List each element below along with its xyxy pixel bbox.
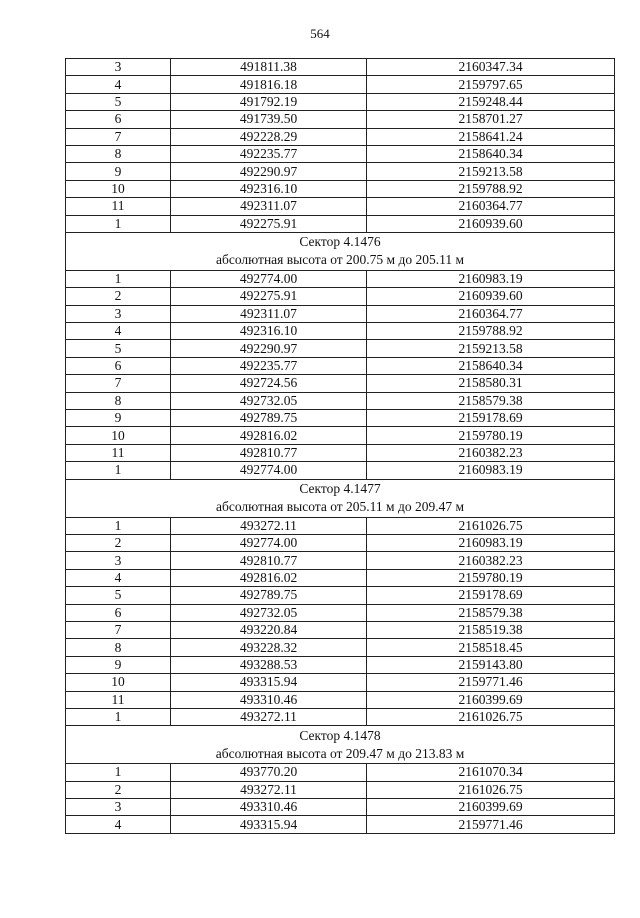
x-coordinate-cell: 492732.05 [171, 392, 367, 409]
table-row [66, 656, 615, 673]
x-coordinate-cell: 492774.00 [171, 534, 367, 551]
x-coordinate-cell: 492789.75 [171, 410, 367, 427]
table-row [66, 180, 615, 197]
y-coordinate-cell: 2161026.75 [367, 708, 615, 725]
x-coordinate-cell: 492732.05 [171, 604, 367, 621]
point-number-cell: 7 [66, 621, 171, 638]
x-coordinate-cell: 492235.77 [171, 357, 367, 374]
y-coordinate-cell: 2160939.60 [367, 215, 615, 232]
table-row [66, 392, 615, 409]
table-row [66, 781, 615, 798]
x-coordinate-cell: 493315.94 [171, 816, 367, 833]
table-row [66, 93, 615, 110]
table-row [66, 427, 615, 444]
point-number-cell: 1 [66, 270, 171, 287]
table-row [66, 517, 615, 534]
x-coordinate-cell: 492316.10 [171, 180, 367, 197]
y-coordinate-cell: 2159771.46 [367, 816, 615, 833]
table-row [66, 375, 615, 392]
point-number-cell: 11 [66, 444, 171, 461]
y-coordinate-cell: 2159178.69 [367, 410, 615, 427]
x-coordinate-cell: 492311.07 [171, 305, 367, 322]
y-coordinate-cell: 2159248.44 [367, 93, 615, 110]
y-coordinate-cell: 2159780.19 [367, 569, 615, 586]
table-row [66, 587, 615, 604]
point-number-cell: 8 [66, 145, 171, 162]
table-row [66, 357, 615, 374]
point-number-cell: 6 [66, 111, 171, 128]
sector-header-row [66, 232, 615, 270]
x-coordinate-cell: 493228.32 [171, 639, 367, 656]
page-number: 564 [310, 26, 330, 41]
point-number-cell: 4 [66, 569, 171, 586]
y-coordinate-cell: 2160983.19 [367, 462, 615, 479]
table-row [66, 691, 615, 708]
y-coordinate-cell: 2159771.46 [367, 674, 615, 691]
point-number-cell: 1 [66, 215, 171, 232]
x-coordinate-cell: 491811.38 [171, 59, 367, 76]
y-coordinate-cell: 2158640.34 [367, 145, 615, 162]
point-number-cell: 7 [66, 128, 171, 145]
y-coordinate-cell: 2160983.19 [367, 270, 615, 287]
point-number-cell: 1 [66, 764, 171, 781]
y-coordinate-cell: 2158579.38 [367, 392, 615, 409]
point-number-cell: 5 [66, 340, 171, 357]
coordinates-table [65, 58, 615, 834]
table-row [66, 552, 615, 569]
point-number-cell: 2 [66, 534, 171, 551]
y-coordinate-cell: 2158640.34 [367, 357, 615, 374]
table-row [66, 76, 615, 93]
table-row [66, 145, 615, 162]
x-coordinate-cell: 492275.91 [171, 288, 367, 305]
y-coordinate-cell: 2160399.69 [367, 691, 615, 708]
point-number-cell: 1 [66, 708, 171, 725]
sector-altitude-range: абсолютная высота от 209.47 м до 213.83 м [215, 745, 465, 761]
sector-altitude-range: абсолютная высота от 205.11 м до 209.47 м [215, 499, 464, 515]
x-coordinate-cell: 493272.11 [171, 517, 367, 534]
x-coordinate-cell: 493310.46 [171, 799, 367, 816]
y-coordinate-cell: 2158580.31 [367, 375, 615, 392]
sector-title: Сектор 4.1477 [299, 481, 381, 497]
point-number-cell: 1 [66, 462, 171, 479]
x-coordinate-cell: 492235.77 [171, 145, 367, 162]
x-coordinate-cell: 492816.02 [171, 427, 367, 444]
y-coordinate-cell: 2159788.92 [367, 323, 615, 340]
y-coordinate-cell: 2160382.23 [367, 444, 615, 461]
y-coordinate-cell: 2160347.34 [367, 59, 615, 76]
table-row [66, 569, 615, 586]
point-number-cell: 9 [66, 410, 171, 427]
y-coordinate-cell: 2161026.75 [367, 781, 615, 798]
sector-header-cell [66, 479, 615, 517]
coordinates-table-body [66, 59, 615, 834]
point-number-cell: 5 [66, 93, 171, 110]
point-number-cell: 3 [66, 552, 171, 569]
table-row [66, 340, 615, 357]
x-coordinate-cell: 492290.97 [171, 340, 367, 357]
x-coordinate-cell: 491816.18 [171, 76, 367, 93]
y-coordinate-cell: 2159788.92 [367, 180, 615, 197]
table-row [66, 444, 615, 461]
x-coordinate-cell: 493315.94 [171, 674, 367, 691]
y-coordinate-cell: 2161026.75 [367, 517, 615, 534]
table-row [66, 305, 615, 322]
y-coordinate-cell: 2160364.77 [367, 305, 615, 322]
x-coordinate-cell: 492774.00 [171, 270, 367, 287]
x-coordinate-cell: 492290.97 [171, 163, 367, 180]
point-number-cell: 9 [66, 656, 171, 673]
table-row [66, 462, 615, 479]
y-coordinate-cell: 2158579.38 [367, 604, 615, 621]
point-number-cell: 3 [66, 59, 171, 76]
y-coordinate-cell: 2159213.58 [367, 163, 615, 180]
table-row [66, 215, 615, 232]
sector-header-cell [66, 726, 615, 764]
sector-altitude-range: абсолютная высота от 200.75 м до 205.11 м [215, 252, 464, 268]
x-coordinate-cell: 493770.20 [171, 764, 367, 781]
y-coordinate-cell: 2160399.69 [367, 799, 615, 816]
sector-header-cell [66, 232, 615, 270]
point-number-cell: 8 [66, 639, 171, 656]
table-row [66, 799, 615, 816]
y-coordinate-cell: 2158701.27 [367, 111, 615, 128]
table-row [66, 323, 615, 340]
x-coordinate-cell: 492810.77 [171, 552, 367, 569]
point-number-cell: 1 [66, 517, 171, 534]
y-coordinate-cell: 2159213.58 [367, 340, 615, 357]
point-number-cell: 10 [66, 674, 171, 691]
sector-title: Сектор 4.1476 [299, 234, 381, 250]
point-number-cell: 4 [66, 76, 171, 93]
sector-title: Сектор 4.1478 [299, 727, 381, 743]
y-coordinate-cell: 2160382.23 [367, 552, 615, 569]
x-coordinate-cell: 492816.02 [171, 569, 367, 586]
point-number-cell: 7 [66, 375, 171, 392]
x-coordinate-cell: 492774.00 [171, 462, 367, 479]
x-coordinate-cell: 492311.07 [171, 198, 367, 215]
table-row [66, 621, 615, 638]
y-coordinate-cell: 2158641.24 [367, 128, 615, 145]
point-number-cell: 5 [66, 587, 171, 604]
table-row [66, 163, 615, 180]
x-coordinate-cell: 492228.29 [171, 128, 367, 145]
y-coordinate-cell: 2158518.45 [367, 639, 615, 656]
y-coordinate-cell: 2161070.34 [367, 764, 615, 781]
y-coordinate-cell: 2159797.65 [367, 76, 615, 93]
x-coordinate-cell: 493220.84 [171, 621, 367, 638]
table-row [66, 674, 615, 691]
sector-header-row [66, 726, 615, 764]
table-row [66, 816, 615, 833]
table-row [66, 270, 615, 287]
point-number-cell: 3 [66, 305, 171, 322]
point-number-cell: 4 [66, 816, 171, 833]
table-row [66, 708, 615, 725]
y-coordinate-cell: 2159178.69 [367, 587, 615, 604]
point-number-cell: 10 [66, 427, 171, 444]
point-number-cell: 2 [66, 288, 171, 305]
table-row [66, 639, 615, 656]
x-coordinate-cell: 492724.56 [171, 375, 367, 392]
x-coordinate-cell: 492810.77 [171, 444, 367, 461]
point-number-cell: 8 [66, 392, 171, 409]
point-number-cell: 6 [66, 604, 171, 621]
x-coordinate-cell: 493288.53 [171, 656, 367, 673]
x-coordinate-cell: 492789.75 [171, 587, 367, 604]
table-row [66, 111, 615, 128]
point-number-cell: 2 [66, 781, 171, 798]
x-coordinate-cell: 493272.11 [171, 781, 367, 798]
table-row [66, 534, 615, 551]
point-number-cell: 9 [66, 163, 171, 180]
x-coordinate-cell: 493310.46 [171, 691, 367, 708]
x-coordinate-cell: 493272.11 [171, 708, 367, 725]
sector-header-row [66, 479, 615, 517]
table-row [66, 198, 615, 215]
point-number-cell: 11 [66, 198, 171, 215]
table-row [66, 288, 615, 305]
point-number-cell: 10 [66, 180, 171, 197]
table-row [66, 604, 615, 621]
y-coordinate-cell: 2159780.19 [367, 427, 615, 444]
y-coordinate-cell: 2159143.80 [367, 656, 615, 673]
point-number-cell: 11 [66, 691, 171, 708]
x-coordinate-cell: 491792.19 [171, 93, 367, 110]
x-coordinate-cell: 492316.10 [171, 323, 367, 340]
y-coordinate-cell: 2160939.60 [367, 288, 615, 305]
y-coordinate-cell: 2158519.38 [367, 621, 615, 638]
y-coordinate-cell: 2160983.19 [367, 534, 615, 551]
x-coordinate-cell: 491739.50 [171, 111, 367, 128]
y-coordinate-cell: 2160364.77 [367, 198, 615, 215]
table-row [66, 128, 615, 145]
point-number-cell: 3 [66, 799, 171, 816]
point-number-cell: 6 [66, 357, 171, 374]
table-row [66, 410, 615, 427]
point-number-cell: 4 [66, 323, 171, 340]
table-row [66, 59, 615, 76]
x-coordinate-cell: 492275.91 [171, 215, 367, 232]
table-row [66, 764, 615, 781]
